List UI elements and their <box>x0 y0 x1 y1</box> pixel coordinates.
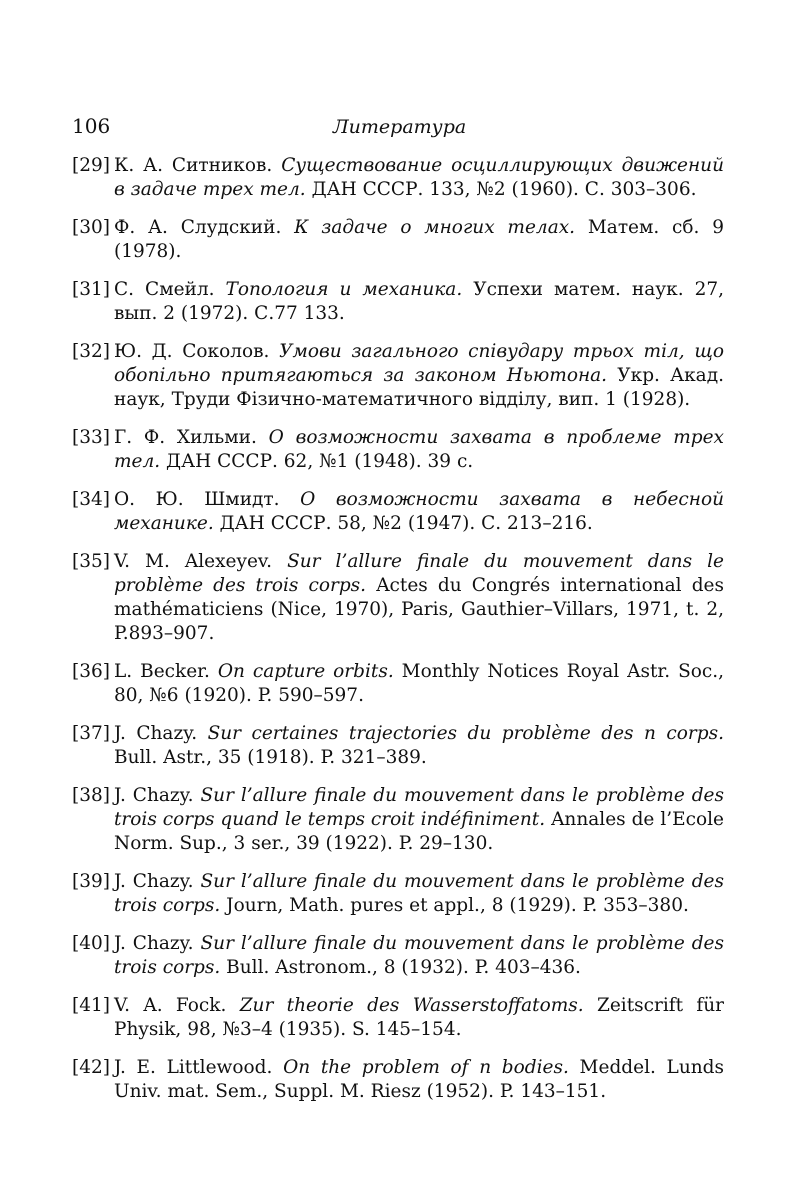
reference-source: Annales de l’Ecole Norm. Sup., 3 ser., 39 (1922). P. 29–130. <box>114 809 725 854</box>
reference-source: Journ, Math. pures et appl., 8 (1929). P. 353–380. <box>226 895 689 916</box>
reference-source: Zeitscrift für Physik, 98, №3–4 (1935). S. 145–154. <box>114 995 724 1040</box>
reference-item <box>72 216 724 264</box>
reference-number: [38] <box>72 785 110 806</box>
reference-number: [29] <box>72 155 110 176</box>
reference-item <box>72 994 724 1042</box>
reference-author: J. Chazy. <box>114 871 194 892</box>
reference-author: J. Chazy. <box>114 785 194 806</box>
reference-title: Sur l’allure finale du mouvement dans le problème des trois corps. <box>114 871 724 916</box>
reference-author: Ю. Д. Соколов. <box>114 341 270 362</box>
running-head: Литература <box>332 116 467 138</box>
reference-list <box>72 154 724 1118</box>
reference-source: Monthly Notices Royal Astr. Soc., 80, №6 (1920). P. 590–597. <box>114 661 725 706</box>
reference-source: ДАН СССР. 58, №2 (1947). С. 213–216. <box>219 513 593 534</box>
reference-number: [34] <box>72 489 110 510</box>
reference-source: Матем. сб. 9 (1978). <box>114 217 724 262</box>
reference-author: С. Смейл. <box>114 279 215 300</box>
reference-title: Sur l’allure finale du mouvement dans le problème des trois corps. <box>114 933 724 978</box>
reference-title: On capture orbits. <box>217 661 394 682</box>
reference-title: Топология и механика. <box>225 279 463 300</box>
reference-author: V. M. Alexeyev. <box>114 551 273 572</box>
reference-number: [30] <box>72 217 110 238</box>
reference-title: К задаче о многих телах. <box>294 217 576 238</box>
reference-title: Sur l’allure finale du mouvement dans le problème des trois corps. <box>114 551 724 596</box>
reference-source: ДАН СССР. 133, №2 (1960). С. 303–306. <box>311 179 697 200</box>
reference-author: L. Becker. <box>114 661 210 682</box>
reference-author: V. A. Fock. <box>114 995 227 1016</box>
reference-source: Успехи матем. наук. 27, вып. 2 (1972). С.77 133. <box>114 279 724 324</box>
reference-number: [31] <box>72 279 110 300</box>
reference-author: J. Chazy. <box>114 933 194 954</box>
reference-number: [32] <box>72 341 110 362</box>
reference-source: ДАН СССР. 62, №1 (1948). 39 с. <box>166 451 474 472</box>
reference-source: Bull. Astronom., 8 (1932). P. 403–436. <box>226 957 581 978</box>
reference-number: [35] <box>72 551 110 572</box>
reference-author: J. E. Littlewood. <box>114 1057 273 1078</box>
reference-item <box>72 660 724 708</box>
reference-title: О возможности захвата в проблеме трех тел. <box>114 427 724 472</box>
reference-source: Bull. Astr., 35 (1918). P. 321–389. <box>114 747 427 768</box>
reference-item <box>72 722 724 770</box>
reference-title: Zur theorie des Wasserstoffatoms. <box>239 995 584 1016</box>
reference-title: Sur l’allure finale du mouvement dans le problème des trois corps quand le temps croit indéfiniment. <box>114 785 724 830</box>
reference-number: [37] <box>72 723 110 744</box>
reference-source: Meddel. Lunds Univ. mat. Sem., Suppl. M. Riesz (1952). P. 143–151. <box>114 1057 724 1102</box>
reference-item <box>72 1056 724 1104</box>
reference-item <box>72 550 724 646</box>
reference-source: Actes du Congrés international des mathématiciens (Nice, 1970), Paris, Gauthier–Villars, 1971, t. 2, P.893–907. <box>114 575 724 644</box>
reference-title: On the problem of n bodies. <box>283 1057 569 1078</box>
reference-author: К. А. Ситников. <box>114 155 273 176</box>
reference-title: Sur certaines trajectories du problème des n corps. <box>207 723 724 744</box>
reference-number: [36] <box>72 661 110 682</box>
reference-number: [41] <box>72 995 110 1016</box>
reference-source: Укр. Акад. наук, Труди Фізично-математичного відділу, вип. 1 (1928). <box>114 365 724 410</box>
reference-title: Существование осциллирующих движений в задаче трех тел. <box>114 155 724 200</box>
reference-author: Ф. А. Слудский. <box>114 217 282 238</box>
reference-item <box>72 932 724 980</box>
reference-number: [40] <box>72 933 110 954</box>
reference-number: [42] <box>72 1057 110 1078</box>
reference-author: Г. Ф. Хильми. <box>114 427 257 448</box>
reference-title: Умови загального співудару трьох тіл, що обопільно притягаються за законом Ньютона. <box>114 341 724 386</box>
reference-item <box>72 426 724 474</box>
reference-item <box>72 278 724 326</box>
reference-item <box>72 870 724 918</box>
reference-author: О. Ю. Шмидт. <box>114 489 280 510</box>
reference-item <box>72 488 724 536</box>
reference-item <box>72 340 724 412</box>
reference-item <box>72 784 724 856</box>
reference-author: J. Chazy. <box>114 723 198 744</box>
page-number: 106 <box>72 114 111 138</box>
reference-number: [33] <box>72 427 110 448</box>
reference-item <box>72 154 724 202</box>
reference-title: О возможности захвата в небесной механике. <box>114 489 725 534</box>
reference-number: [39] <box>72 871 110 892</box>
